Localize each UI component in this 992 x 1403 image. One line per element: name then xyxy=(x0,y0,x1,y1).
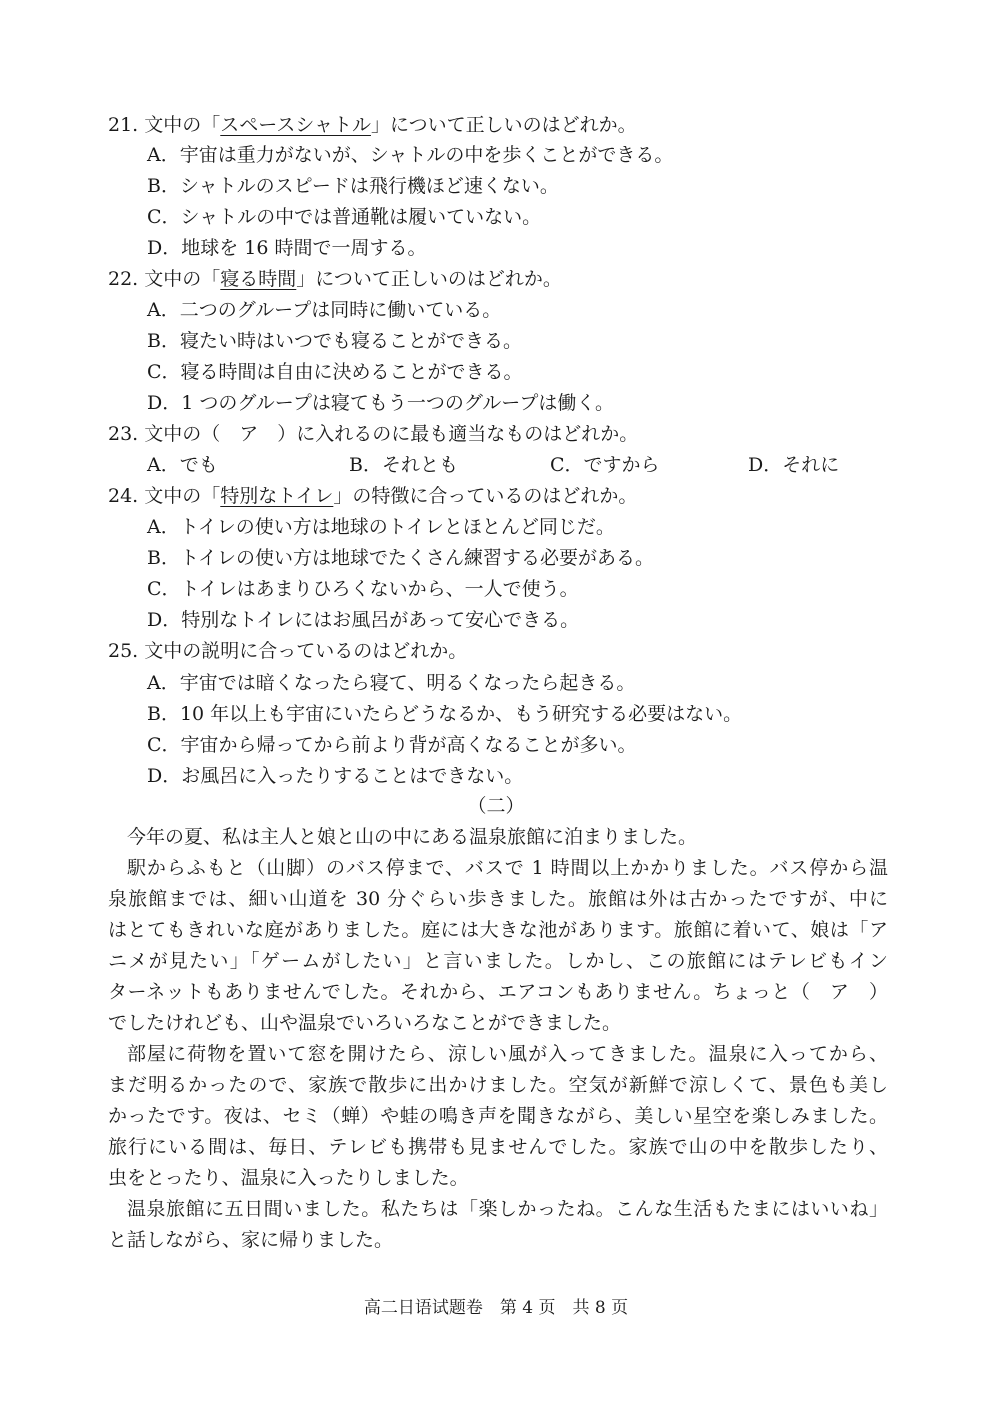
option-24c: C．トイレはあまりひろくないから、一人で使う。 xyxy=(147,578,579,600)
passage-line: 泉旅館までは、細い山道を 30 分ぐらい歩きました。旅館は外は古かったですが、中に xyxy=(108,888,888,910)
option-22a: A．二つのグループは同時に働いている。 xyxy=(147,299,502,321)
question-number: 21. xyxy=(108,114,139,136)
passage-line: 温泉旅館に五日間いました。私たちは「楽しかったね。こんな生活もたまにはいいね」 xyxy=(127,1198,888,1220)
passage-line: 虫をとったり、温泉に入ったりしました。 xyxy=(108,1167,469,1189)
passage-line: と話しながら、家に帰りました。 xyxy=(108,1229,394,1251)
page-footer: 高二日语试题卷 第 4 页 共 8 页 xyxy=(363,1298,629,1318)
question-text: 」の特徴に合っているのはどれか。 xyxy=(333,485,638,507)
option-21a: A．宇宙は重力がないが、シャトルの中を歩くことができる。 xyxy=(147,144,674,166)
question-23-stem xyxy=(108,421,638,447)
option-25d: D．お風呂に入ったりすることはできない。 xyxy=(147,765,524,787)
option-25a: A．宇宙では暗くなったら寝て、明るくなったら起きる。 xyxy=(147,672,636,694)
passage-line: 駅からふもと（山脚）のバス停まで、バスで 1 時間以上かかりました。バス停から温 xyxy=(127,857,888,879)
question-text: 文中の（ ア ）に入れるのに最も適当なものはどれか。 xyxy=(144,423,639,445)
passage-line: ターネットもありませんでした。それから、エアコンもありません。ちょっと（ ア ） xyxy=(108,981,888,1003)
passage-line: ニメが見たい」「ゲームがしたい」と言いました。しかし、この旅館にはテレビもイン xyxy=(108,950,888,972)
option-21d: D．地球を 16 時間で一周する。 xyxy=(147,237,427,259)
option-22d: D．1 つのグループは寝てもう一つのグループは働く。 xyxy=(147,392,614,414)
question-number: 25. xyxy=(108,640,139,662)
question-text: 文中の「 xyxy=(144,114,221,136)
option-25c: C．宇宙から帰ってから前より背が高くなることが多い。 xyxy=(147,734,637,756)
passage-line: 旅行にいる間は、毎日、テレビも携帯も見ませんでした。家族で山の中を散歩したり、 xyxy=(108,1136,888,1158)
option-21b: B．シャトルのスピードは飛行機ほど速くない。 xyxy=(147,175,559,197)
option-24b: B．トイレの使い方は地球でたくさん練習する必要がある。 xyxy=(147,547,655,569)
option-23b: B．それとも xyxy=(349,454,458,476)
passage-line: 今年の夏、私は主人と娘と山の中にある温泉旅館に泊まりました。 xyxy=(127,826,698,848)
underlined-term: 特別なトイレ xyxy=(220,485,334,507)
option-23a: A．でも xyxy=(147,454,218,476)
option-25b: B．10 年以上も宇宙にいたらどうなるか、もう研究する必要はない。 xyxy=(147,703,743,725)
passage-line: かったです。夜は、セミ（蝉）や蛙の鳴き声を聞きながら、美しい星空を楽しみました。 xyxy=(108,1105,888,1127)
option-22c: C．寝る時間は自由に決めることができる。 xyxy=(147,361,523,383)
underlined-term: スペースシャトル xyxy=(220,114,371,136)
option-24d: D．特別なトイレにはお風呂があって安心できる。 xyxy=(147,609,580,631)
question-25-stem xyxy=(108,638,467,664)
question-number: 23. xyxy=(108,423,139,445)
question-number: 24. xyxy=(108,485,139,507)
question-22-stem xyxy=(108,266,562,292)
passage-line: はとてもきれいな庭がありました。庭には大きな池があります。旅館に着いて、娘は「ア xyxy=(108,919,888,941)
option-23c: C．ですから xyxy=(550,454,660,476)
underlined-term: 寝る時間 xyxy=(220,268,297,290)
option-22b: B．寝たい時はいつでも寝ることができる。 xyxy=(147,330,522,352)
question-text: 文中の「 xyxy=(144,268,221,290)
question-24-stem xyxy=(108,483,637,509)
question-text: 文中の説明に合っているのはどれか。 xyxy=(144,640,468,662)
option-23d: D．それに xyxy=(748,454,840,476)
section-title: （二） xyxy=(467,795,525,817)
passage-line: まだ明るかったので、家族で散歩に出かけました。空気が新鮮で涼しくて、景色も美し xyxy=(108,1074,888,1096)
question-text: 」について正しいのはどれか。 xyxy=(296,268,562,290)
option-24a: A．トイレの使い方は地球のトイレとほとんど同じだ。 xyxy=(147,516,615,538)
option-21c: C．シャトルの中では普通靴は履いていない。 xyxy=(147,206,542,228)
question-number: 22. xyxy=(108,268,139,290)
question-text: 文中の「 xyxy=(144,485,221,507)
passage-line: 部屋に荷物を置いて窓を開けたら、涼しい風が入ってきました。温泉に入ってから、 xyxy=(127,1043,888,1065)
question-text: 」について正しいのはどれか。 xyxy=(370,114,637,136)
question-21-stem xyxy=(108,112,637,138)
passage-line: でしたけれども、山や温泉でいろいろなことができました。 xyxy=(108,1012,622,1034)
